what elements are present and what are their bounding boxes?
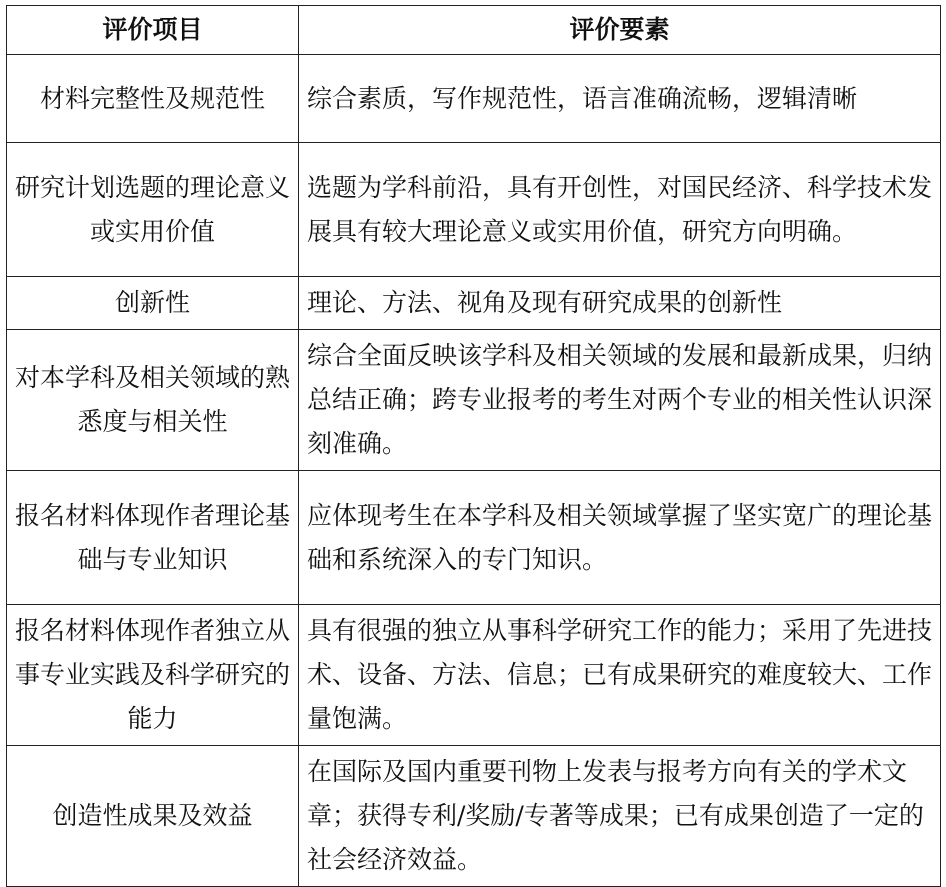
evaluation-item: 创新性	[7, 277, 299, 330]
table-row	[7, 605, 941, 746]
table-row	[7, 746, 941, 887]
evaluation-criteria: 在国际及国内重要刊物上发表与报考方向有关的学术文章；获得专利/奖励/专著等成果；已有成果创造了一定的社会经济效益。	[299, 746, 941, 887]
evaluation-criteria: 综合素质，写作规范性，语言准确流畅，逻辑清晰	[299, 55, 941, 143]
evaluation-item: 报名材料体现作者理论基础与专业知识	[7, 471, 299, 605]
header-row	[7, 6, 941, 55]
table-row	[7, 330, 941, 471]
evaluation-criteria: 理论、方法、视角及现有研究成果的创新性	[299, 277, 941, 330]
evaluation-criteria: 应体现考生在本学科及相关领域掌握了坚实宽广的理论基础和系统深入的专门知识。	[299, 471, 941, 605]
evaluation-criteria: 具有很强的独立从事科学研究工作的能力；采用了先进技术、设备、方法、信息；已有成果研究的难度较大、工作量饱满。	[299, 605, 941, 746]
evaluation-item: 创造性成果及效益	[7, 746, 299, 887]
evaluation-item: 报名材料体现作者独立从事专业实践及科学研究的能力	[7, 605, 299, 746]
header-evaluation-criteria: 评价要素	[299, 6, 941, 55]
table-row	[7, 277, 941, 330]
table-row	[7, 55, 941, 143]
header-evaluation-item: 评价项目	[7, 6, 299, 55]
evaluation-item: 对本学科及相关领域的熟悉度与相关性	[7, 330, 299, 471]
evaluation-item: 材料完整性及规范性	[7, 55, 299, 143]
evaluation-criteria: 综合全面反映该学科及相关领域的发展和最新成果，归纳总结正确；跨专业报考的考生对两个专业的相关性认识深刻准确。	[299, 330, 941, 471]
table-row	[7, 143, 941, 277]
evaluation-table	[6, 5, 941, 887]
evaluation-criteria: 选题为学科前沿，具有开创性，对国民经济、科学技术发展具有较大理论意义或实用价值，研究方向明确。	[299, 143, 941, 277]
evaluation-item: 研究计划选题的理论意义或实用价值	[7, 143, 299, 277]
table-row	[7, 471, 941, 605]
